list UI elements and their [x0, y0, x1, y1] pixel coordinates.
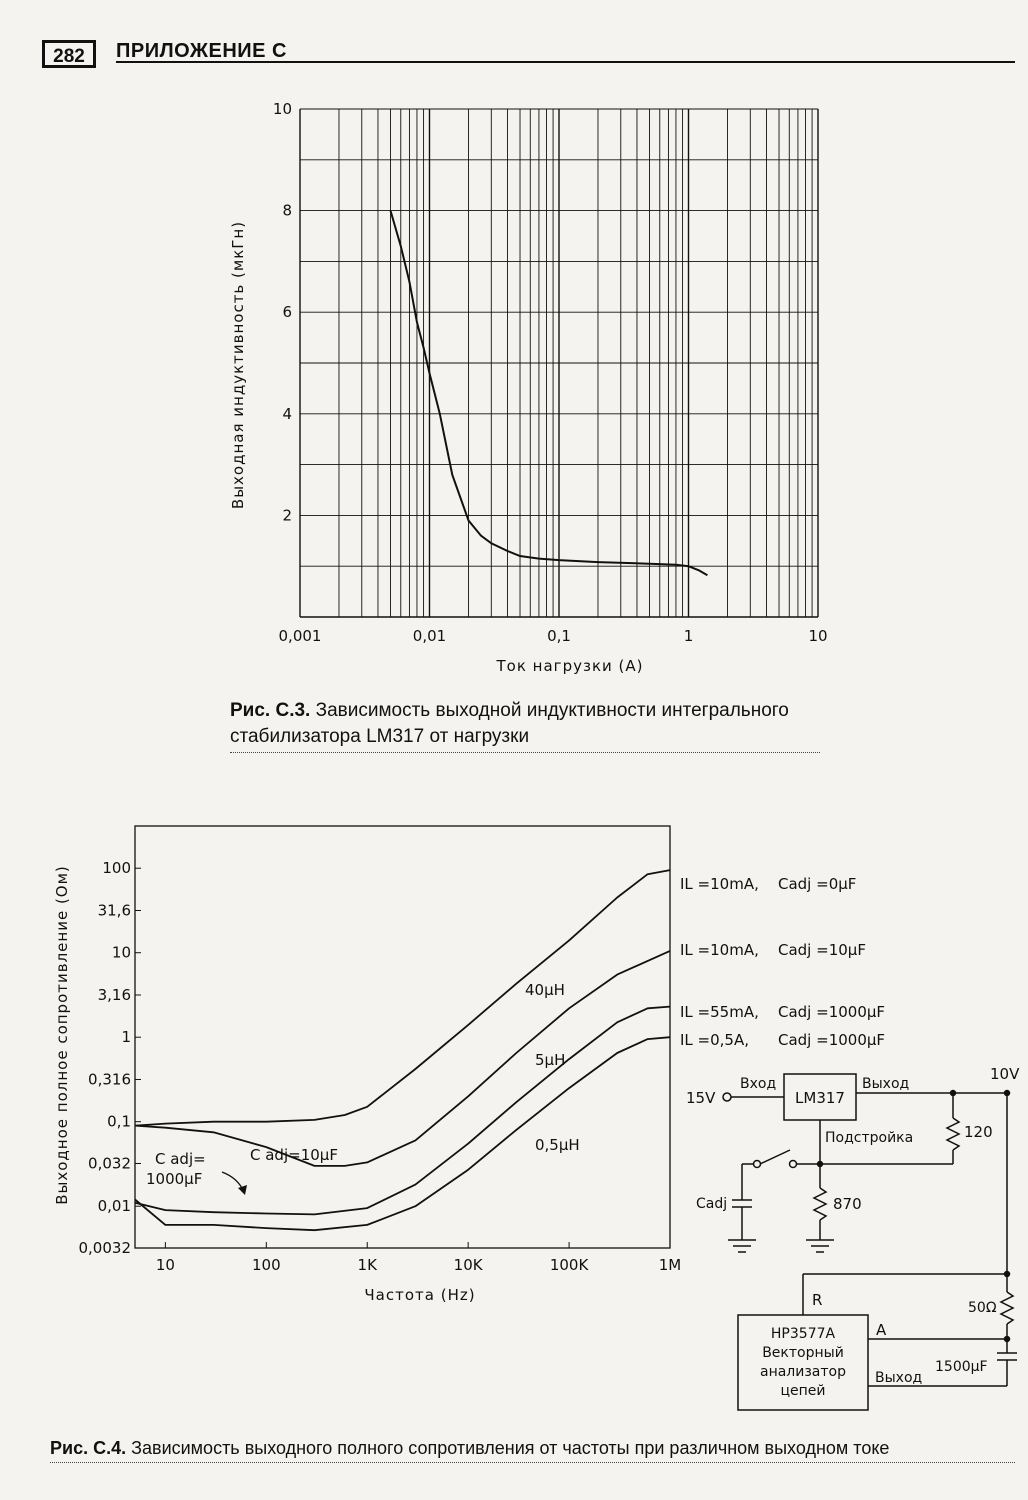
legend-1-il: IL =10mA,: [680, 875, 759, 893]
circuit-r1: 120: [964, 1123, 993, 1141]
c3-y-axis-label: Выходная индуктивность (мкГн): [229, 220, 247, 510]
page-number: 282: [42, 40, 96, 68]
legend-2-cadj: Cadj =10µF: [778, 941, 866, 959]
legend-3-cadj: Cadj =1000µF: [778, 1003, 886, 1021]
c4-x-tick-label: 100K: [549, 1256, 589, 1274]
analyzer-line3: анализатор: [760, 1364, 846, 1380]
c4-y-tick-label: 1: [121, 1028, 131, 1047]
switch-lever: [760, 1150, 790, 1164]
legend-3-il: IL =55mA,: [680, 1003, 759, 1021]
figure-c4-caption: [50, 1436, 1015, 1463]
c3-y-tick-label: 4: [282, 404, 292, 423]
analyzer-line1: HP3577A: [770, 1326, 836, 1342]
c4-series: [135, 870, 670, 1230]
c3-x-tick-label: 0,001: [278, 627, 322, 645]
input-terminal: [723, 1093, 731, 1101]
circuit-r2: 870: [833, 1195, 862, 1213]
c4-caption-label: Рис. С.4.: [50, 1438, 127, 1458]
r2-resistor: [814, 1188, 826, 1220]
c4-annot-5uh: 5µH: [535, 1051, 566, 1069]
circuit-r-load: 50Ω: [968, 1300, 997, 1316]
header-title: ПРИЛОЖЕНИЕ С: [116, 40, 287, 62]
ground-r2: [806, 1240, 834, 1252]
c3-y-tick-label: 8: [282, 201, 292, 220]
c4-legend: [680, 875, 885, 1049]
circuit-schematic: [686, 1065, 1020, 1410]
c3-x-axis-label: Ток нагрузки (А): [496, 657, 644, 675]
circuit-output-label: Выход: [862, 1076, 910, 1092]
c3-x-tick-label: 0,01: [412, 627, 447, 645]
c3-caption-line2: стабилизатора LM317 от нагрузки: [230, 726, 530, 747]
c4-series-line-1: [135, 870, 670, 1126]
c3-y-tick-label: 6: [282, 303, 292, 322]
c4-series-line-2: [135, 951, 670, 1166]
circuit-c-out: 1500µF: [935, 1359, 988, 1375]
c4-x-tick-label: 10: [155, 1256, 175, 1274]
c3-y-tick-label: 10: [272, 100, 292, 118]
c3-y-tick-label: 2: [282, 506, 292, 525]
c3-caption-line1: Зависимость выходной индуктивности интегрального: [315, 700, 789, 721]
analyzer-line4: цепей: [780, 1383, 826, 1399]
circuit-a-label: A: [876, 1321, 887, 1339]
c4-annot-05uh: 0,5µH: [535, 1136, 580, 1154]
c3-caption-label: Рис. С.3.: [230, 700, 311, 721]
analyzer-line2: Векторный: [762, 1345, 844, 1361]
c4-y-tick-label: 0,1: [107, 1112, 131, 1131]
c3-x-tick-label: 0,1: [547, 627, 571, 645]
legend-2-il: IL =10mA,: [680, 941, 759, 959]
c3-grid: [300, 109, 818, 617]
figure-c3-caption: [230, 698, 820, 753]
c4-plot-frame: [135, 826, 670, 1248]
c4-y-tick-label: 0,0032: [78, 1239, 131, 1257]
c4-annot-40uh: 40µH: [525, 981, 565, 999]
c4-y-tick-label: 3,16: [97, 985, 131, 1004]
c4-y-tick-label: 100: [102, 859, 131, 878]
c4-y-tick-label: 0,01: [97, 1197, 131, 1216]
c4-y-tick-label: 0,032: [88, 1154, 131, 1173]
c4-x-tick-label: 10K: [453, 1256, 483, 1274]
c4-annot-cadj: C adj=: [155, 1150, 206, 1168]
c3-x-tick-label: 10: [808, 627, 828, 645]
c4-annot-arrowhead: [238, 1185, 247, 1195]
switch-contact-right: [790, 1161, 797, 1168]
c4-y-axis-label: Выходное полное сопротивление (Ом): [53, 865, 71, 1205]
circuit-output-voltage: 10V: [990, 1065, 1020, 1083]
c4-y-tick-label: 31,6: [97, 901, 131, 920]
c4-series-line-3: [135, 1007, 670, 1215]
circuit-regulator: LM317: [795, 1089, 845, 1107]
c4-annot-1000uf: 1000µF: [146, 1170, 203, 1188]
circuit-input-voltage: 15V: [686, 1089, 716, 1107]
r1-resistor: [947, 1118, 959, 1150]
circuit-r-label: R: [812, 1291, 823, 1309]
c4-y-tick-label: 10: [111, 943, 131, 962]
c3-x-tick-label: 1: [683, 627, 694, 645]
ground-cadj: [728, 1240, 756, 1252]
figure-c4-chart: [0, 800, 1028, 1430]
c4-x-tick-label: 1M: [658, 1256, 682, 1274]
c3-ticks: [273, 100, 828, 645]
legend-4-il: IL =0,5A,: [680, 1031, 750, 1049]
r-load-resistor: [1001, 1292, 1013, 1324]
legend-1-cadj: Cadj =0µF: [778, 875, 857, 893]
legend-4-cadj: Cadj =1000µF: [778, 1031, 886, 1049]
circuit-adjust-label: Подстройка: [825, 1130, 914, 1146]
c4-caption-text: Зависимость выходного полного сопротивления от частоты при различном выходном токе: [131, 1438, 890, 1458]
c4-annot-cadj10: C adj=10µF: [250, 1146, 338, 1164]
c4-y-tick-label: 0,316: [88, 1070, 131, 1089]
figure-c3-chart: [0, 0, 1028, 690]
circuit-input-label: Вход: [740, 1076, 777, 1092]
switch-contact-left: [754, 1161, 761, 1168]
c4-x-tick-label: 100: [251, 1256, 281, 1274]
circuit-cadj: Cadj: [696, 1196, 728, 1212]
circuit-analyzer-out: Выход: [875, 1370, 923, 1386]
c4-x-tick-label: 1K: [357, 1256, 377, 1274]
c4-x-axis-label: Частота (Hz): [364, 1286, 476, 1304]
